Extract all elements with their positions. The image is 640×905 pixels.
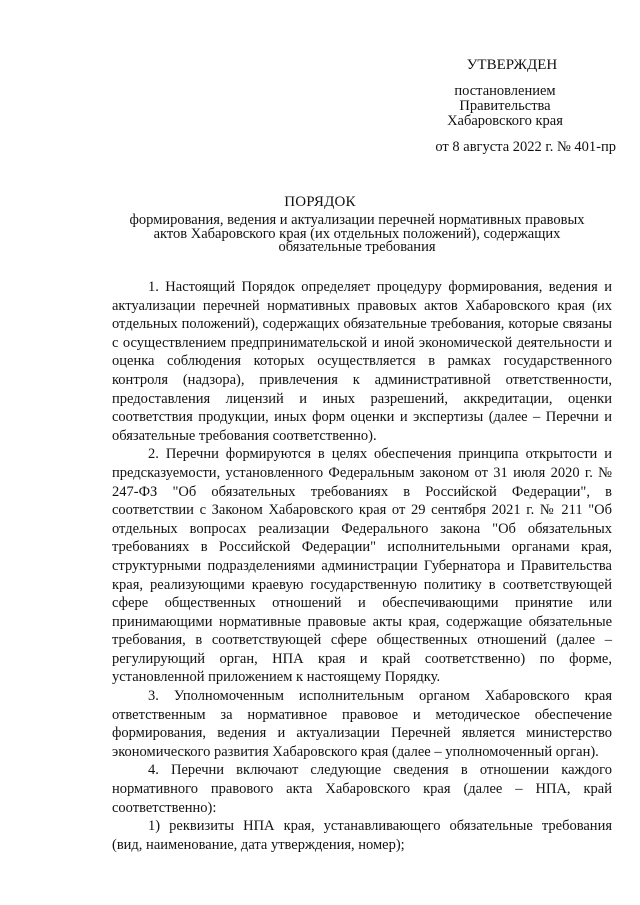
- approval-line-government: Правительства: [459, 98, 551, 114]
- document-subtitle: формирования, ведения и актуализации перечней нормативных правовых актов Хабаровского края (их отдельных положений), содержащих обязательные требования: [129, 212, 585, 255]
- document-title: ПОРЯДОК: [284, 194, 356, 210]
- paragraph-4-item-1: 1) реквизиты НПА края, устанавливающего обязательные требования (вид, наименование, дата утверждения, номер);: [112, 818, 612, 853]
- paragraph-1: 1. Настоящий Порядок определяет процедуру формирования, ведения и актуализации перечней нормативных правовых актов Хабаровского края (их отдельных положений), содержащих обязательные требования, которые связаны с осуществлением предпринимательской и иной экономической деятельности и оценка соблюдения которых осуществляется в рамках государственного контроля (надзора), привлечения к административной ответственности, предоставления лицензий и иных разрешений, аккредитации, оценки соответствия продукции, иных форм оценки и экспертизы (далее – Перечни и обязательные требования соответственно).: [112, 279, 612, 444]
- approved-heading: УТВЕРЖДЕН: [466, 57, 558, 73]
- approval-date: от 8 августа 2022 г. № 401-пр: [435, 139, 616, 155]
- approval-line-resolution: постановлением: [454, 83, 556, 99]
- paragraph-3: 3. Уполномоченным исполнительным органом Хабаровского края ответственным за нормативное правовое и методическое обеспечение формирования, ведения и актуализации Перечней является министерство экономического развития Хабаровского края (далее – уполномоченный орган).: [112, 688, 612, 760]
- approval-stamp: [390, 58, 620, 155]
- paragraph-2: 2. Перечни формируются в целях обеспечения принципа открытости и предсказуемости, установленного Федеральным законом от 31 июля 2020 г. № 247-ФЗ "Об обязательных требованиях в Российской Федерации", в соответствии с Законом Хабаровского края от 29 сентября 2021 г. № 211 "Об отдельных вопросах реализации Федерального закона "Об обязательных требованиях в Российской Федерации" исполнительными органами края, структурными подразделениями администрации Губернатора и Правительства края, реализующими краевую государственную политику в соответствующей сфере общественных отношений и обеспечивающими принятие или принимающими нормативные правовые акты края, содержащие обязательные требования, в соответствующей сфере общественных отношений (далее – регулирующий орган, НПА края и край соответственно) по форме, установленной приложением к настоящему Порядку.: [112, 446, 612, 686]
- approval-line-region: Хабаровского края: [447, 113, 563, 129]
- document-body: [112, 278, 612, 854]
- paragraph-4: 4. Перечни включают следующие сведения в отношении каждого нормативного правового акта Хабаровского края (далее – НПА, край соответственно):: [112, 762, 612, 816]
